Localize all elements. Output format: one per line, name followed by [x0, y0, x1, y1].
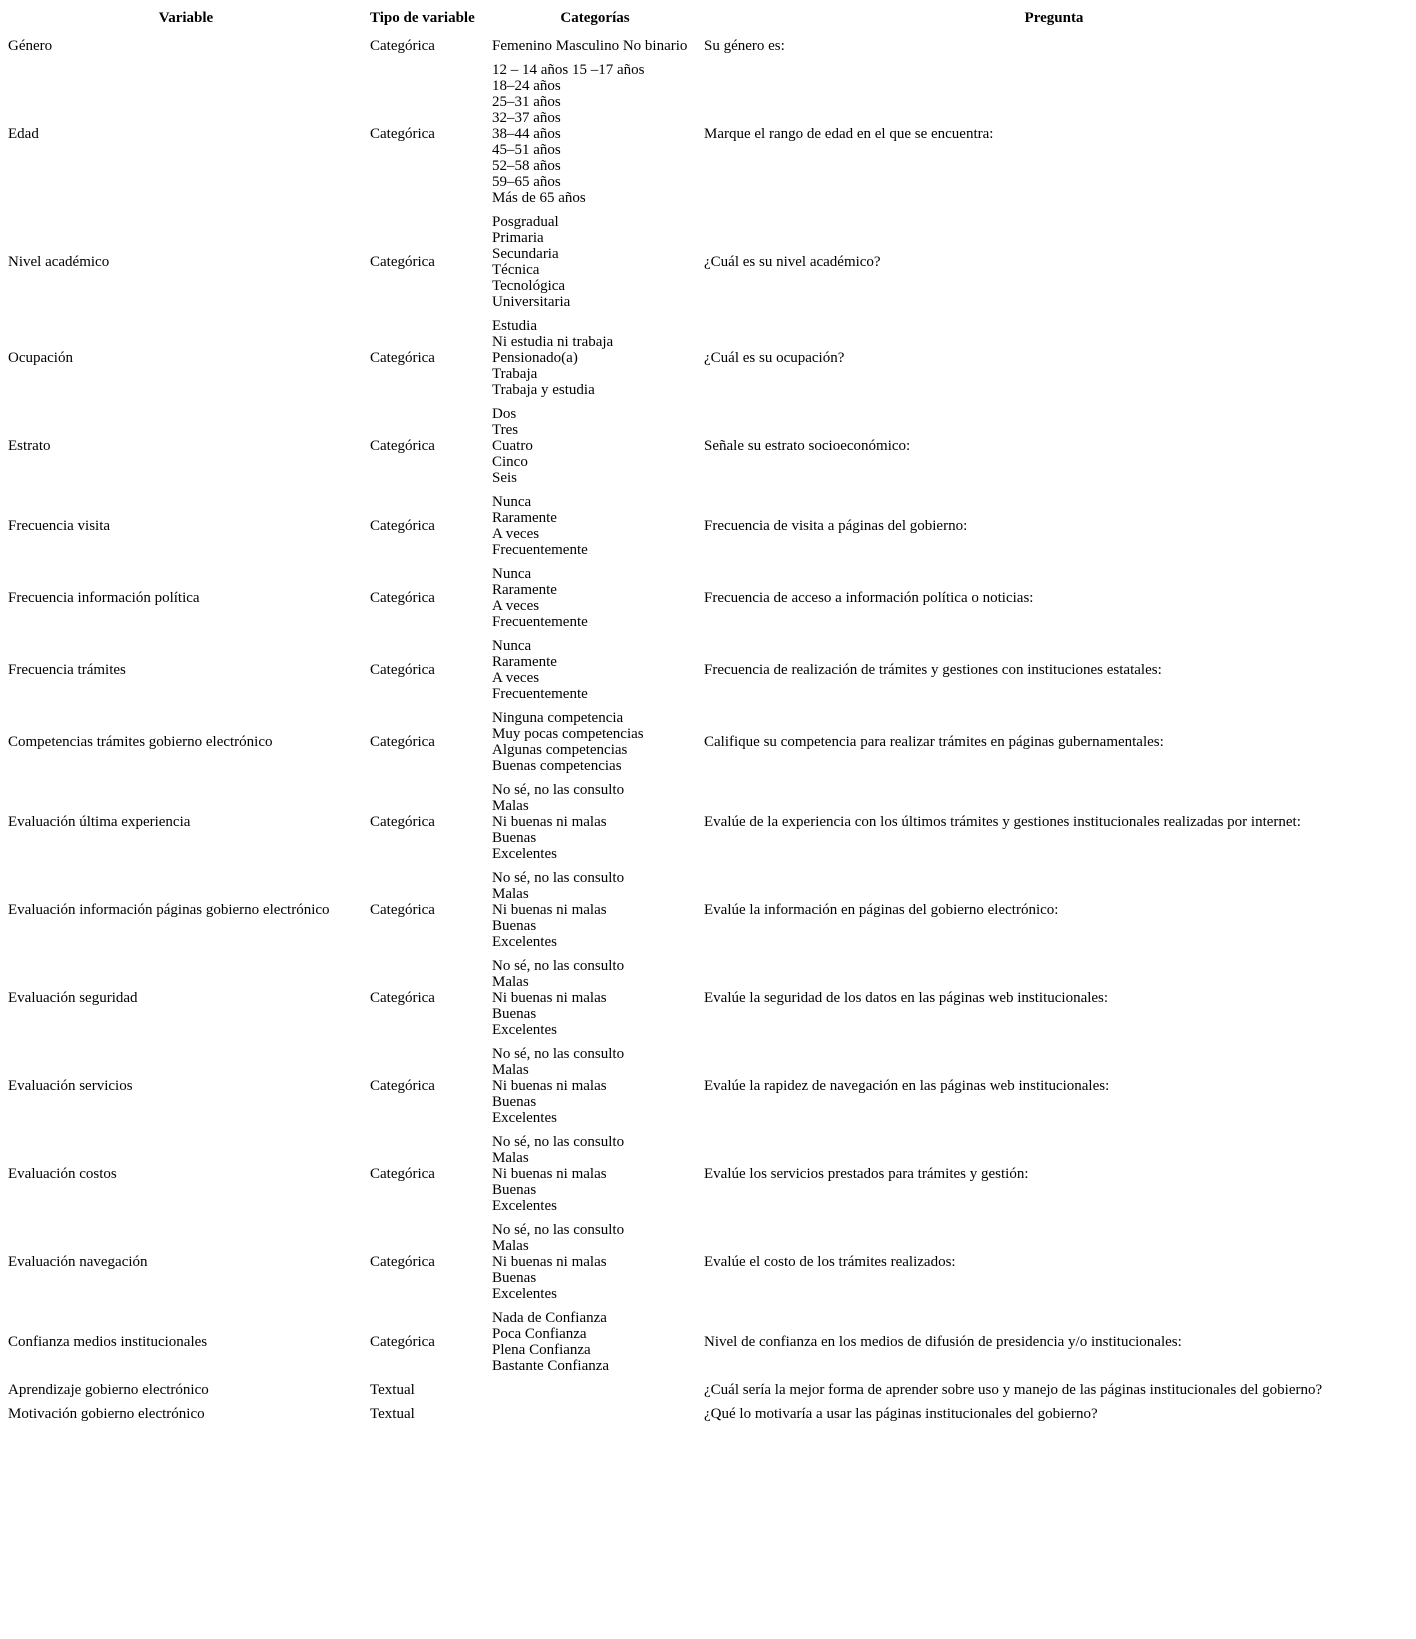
cell-tipo: Categórica [370, 1334, 435, 1350]
category-option: No sé, no las consulto [492, 782, 625, 798]
category-option: 59–65 años [492, 174, 561, 190]
cell-variable: Confianza medios institucionales [8, 1334, 208, 1350]
table-row [8, 866, 1410, 954]
category-option: Trabaja y estudia [492, 382, 595, 398]
category-option: Ni buenas ni malas [492, 990, 607, 1006]
cell-variable: Evaluación seguridad [8, 990, 138, 1006]
table-row [8, 706, 1410, 778]
table-row [8, 1402, 1410, 1426]
category-option: Buenas [492, 1006, 537, 1022]
category-option: Excelentes [492, 1022, 557, 1038]
category-option: No sé, no las consulto [492, 1222, 625, 1238]
cell-tipo: Categórica [370, 1166, 435, 1182]
cell-categorias [492, 58, 704, 210]
cell-categorias [492, 778, 704, 866]
category-option: Raramente [492, 654, 557, 670]
cell-variable: Frecuencia información política [8, 590, 200, 606]
category-option: Frecuentemente [492, 686, 588, 702]
category-option: Algunas competencias [492, 742, 628, 758]
category-option: Buenas [492, 1270, 537, 1286]
cell-variable: Evaluación información páginas gobierno electrónico [8, 902, 330, 918]
cell-variable: Frecuencia visita [8, 518, 111, 534]
table-row [8, 1218, 1410, 1306]
category-option: 32–37 años [492, 110, 561, 126]
category-option: Tecnológica [492, 278, 566, 294]
cell-categorias [492, 1130, 704, 1218]
category-option: Buenas [492, 1182, 537, 1198]
category-option: Estudia [492, 318, 537, 334]
category-option: Trabaja [492, 366, 538, 382]
cell-pregunta: ¿Cuál sería la mejor forma de aprender sobre uso y manejo de las páginas institucionales del gobierno? [704, 1382, 1323, 1398]
cell-categorias [492, 1306, 704, 1378]
category-option: Malas [492, 1238, 529, 1254]
cell-pregunta: Evalúe la rapidez de navegación en las páginas web institucionales: [704, 1078, 1110, 1094]
cell-pregunta: Frecuencia de realización de trámites y gestiones con instituciones estatales: [704, 662, 1162, 678]
table-row [8, 58, 1410, 210]
category-option: Frecuentemente [492, 614, 588, 630]
cell-categorias [492, 1218, 704, 1306]
cell-tipo: Textual [370, 1382, 415, 1398]
table-row [8, 634, 1410, 706]
category-option: Cinco [492, 454, 528, 470]
category-option: Excelentes [492, 1286, 557, 1302]
table-row [8, 402, 1410, 490]
category-option: Buenas competencias [492, 758, 622, 774]
category-option: Ni buenas ni malas [492, 1166, 607, 1182]
cell-pregunta: Su género es: [704, 38, 785, 54]
category-option: Pensionado(a) [492, 350, 578, 366]
category-option: Técnica [492, 262, 540, 278]
category-option: Excelentes [492, 934, 557, 950]
cell-pregunta: ¿Cuál es su nivel académico? [704, 254, 881, 270]
table-row [8, 1130, 1410, 1218]
cell-pregunta: Evalúe de la experiencia con los últimos trámites y gestiones institucionales realizadas por internet: [704, 814, 1301, 830]
category-option: Muy pocas competencias [492, 726, 644, 742]
cell-pregunta: ¿Cuál es su ocupación? [704, 350, 845, 366]
category-option: Plena Confianza [492, 1342, 591, 1358]
cell-tipo: Categórica [370, 590, 435, 606]
category-option: Femenino Masculino No binario [492, 38, 688, 54]
category-option: No sé, no las consulto [492, 958, 625, 974]
category-option: Raramente [492, 582, 557, 598]
category-option: Ninguna competencia [492, 710, 624, 726]
cell-pregunta: Nivel de confianza en los medios de difusión de presidencia y/o institucionales: [704, 1334, 1182, 1350]
category-option: Nunca [492, 566, 532, 582]
category-option: Universitaria [492, 294, 571, 310]
cell-tipo: Categórica [370, 902, 435, 918]
cell-categorias [492, 1042, 704, 1130]
cell-pregunta: Señale su estrato socioeconómico: [704, 438, 911, 454]
category-option: A veces [492, 598, 540, 614]
category-option: No sé, no las consulto [492, 1046, 625, 1062]
category-option: Raramente [492, 510, 557, 526]
cell-categorias [492, 954, 704, 1042]
cell-pregunta: Frecuencia de acceso a información política o noticias: [704, 590, 1034, 606]
category-option: Buenas [492, 830, 537, 846]
cell-categorias [492, 562, 704, 634]
cell-pregunta: Califique su competencia para realizar trámites en páginas gubernamentales: [704, 734, 1164, 750]
category-option: Ni buenas ni malas [492, 814, 607, 830]
cell-variable: Edad [8, 126, 39, 142]
cell-categorias [492, 314, 704, 402]
category-option: Secundaria [492, 246, 559, 262]
table-row [8, 314, 1410, 402]
cell-pregunta: Evalúe los servicios prestados para trámites y gestión: [704, 1166, 1029, 1182]
cell-tipo: Categórica [370, 518, 435, 534]
cell-tipo: Categórica [370, 438, 435, 454]
cell-variable: Género [8, 38, 53, 54]
cell-tipo: Textual [370, 1406, 415, 1422]
cell-tipo: Categórica [370, 126, 435, 142]
category-option: Más de 65 años [492, 190, 586, 206]
cell-categorias [492, 210, 704, 314]
table-row [8, 954, 1410, 1042]
table-body [8, 34, 1410, 1426]
cell-categorias [492, 402, 704, 490]
table-row [8, 1306, 1410, 1378]
category-option: 25–31 años [492, 94, 561, 110]
category-option: Malas [492, 974, 529, 990]
category-option: Bastante Confianza [492, 1358, 610, 1374]
table-row [8, 562, 1410, 634]
cell-tipo: Categórica [370, 734, 435, 750]
cell-pregunta: Frecuencia de visita a páginas del gobierno: [704, 518, 968, 534]
cell-tipo: Categórica [370, 1078, 435, 1094]
table-row [8, 210, 1410, 314]
category-option: Ni estudia ni trabaja [492, 334, 614, 350]
cell-tipo: Categórica [370, 38, 435, 54]
cell-variable: Evaluación navegación [8, 1254, 148, 1270]
cell-tipo: Categórica [370, 350, 435, 366]
category-option: 18–24 años [492, 78, 561, 94]
table-row [8, 1042, 1410, 1130]
category-option: Buenas [492, 1094, 537, 1110]
category-option: Excelentes [492, 1110, 557, 1126]
category-option: 12 – 14 años 15 –17 años [492, 62, 645, 78]
cell-variable: Motivación gobierno electrónico [8, 1406, 205, 1422]
cell-categorias [492, 706, 704, 778]
cell-categorias [492, 634, 704, 706]
category-option: Malas [492, 1062, 529, 1078]
cell-pregunta: Evalúe la información en páginas del gobierno electrónico: [704, 902, 1059, 918]
cell-tipo: Categórica [370, 254, 435, 270]
column-header-pregunta: Pregunta [1024, 10, 1084, 26]
cell-pregunta: Marque el rango de edad en el que se encuentra: [704, 126, 994, 142]
column-header-categorias: Categorías [560, 10, 630, 26]
table-row [8, 778, 1410, 866]
category-option: 38–44 años [492, 126, 561, 142]
category-option: Dos [492, 406, 517, 422]
category-option: Cuatro [492, 438, 533, 454]
category-option: Posgradual [492, 214, 559, 230]
cell-tipo: Categórica [370, 662, 435, 678]
category-option: Malas [492, 886, 529, 902]
cell-categorias [492, 1402, 704, 1426]
cell-variable: Frecuencia trámites [8, 662, 126, 678]
cell-pregunta: Evalúe la seguridad de los datos en las páginas web institucionales: [704, 990, 1109, 1006]
cell-categorias [492, 34, 704, 58]
cell-variable: Evaluación costos [8, 1166, 117, 1182]
cell-variable: Evaluación servicios [8, 1078, 133, 1094]
cell-tipo: Categórica [370, 1254, 435, 1270]
cell-variable: Estrato [8, 438, 51, 454]
category-option: Tres [492, 422, 519, 438]
column-header-variable: Variable [158, 10, 214, 26]
cell-tipo: Categórica [370, 814, 435, 830]
cell-pregunta: ¿Qué lo motivaría a usar las páginas institucionales del gobierno? [704, 1406, 1098, 1422]
category-option: Excelentes [492, 846, 557, 862]
variables-table [8, 8, 1410, 1426]
category-option: Malas [492, 798, 529, 814]
category-option: Malas [492, 1150, 529, 1166]
category-option: No sé, no las consulto [492, 870, 625, 886]
table-row [8, 34, 1410, 58]
cell-categorias [492, 1378, 704, 1402]
category-option: Nunca [492, 494, 532, 510]
category-option: Ni buenas ni malas [492, 1254, 607, 1270]
category-option: A veces [492, 526, 540, 542]
category-option: Seis [492, 470, 518, 486]
category-option: Poca Confianza [492, 1326, 587, 1342]
table-header-row [8, 8, 1410, 34]
cell-tipo: Categórica [370, 990, 435, 1006]
cell-variable: Ocupación [8, 350, 73, 366]
cell-variable: Nivel académico [8, 254, 110, 270]
cell-pregunta: Evalúe el costo de los trámites realizados: [704, 1254, 956, 1270]
cell-variable: Evaluación última experiencia [8, 814, 191, 830]
category-option: Primaria [492, 230, 544, 246]
category-option: A veces [492, 670, 540, 686]
category-option: No sé, no las consulto [492, 1134, 625, 1150]
cell-variable: Competencias trámites gobierno electrónico [8, 734, 273, 750]
column-header-tipo-de-variable: Tipo de variable [370, 10, 475, 26]
category-option: Buenas [492, 918, 537, 934]
cell-categorias [492, 866, 704, 954]
table-row [8, 1378, 1410, 1402]
category-option: 52–58 años [492, 158, 561, 174]
table-row [8, 490, 1410, 562]
cell-variable: Aprendizaje gobierno electrónico [8, 1382, 209, 1398]
category-option: Nunca [492, 638, 532, 654]
category-option: 45–51 años [492, 142, 561, 158]
category-option: Ni buenas ni malas [492, 902, 607, 918]
cell-categorias [492, 490, 704, 562]
category-option: Nada de Confianza [492, 1310, 607, 1326]
category-option: Ni buenas ni malas [492, 1078, 607, 1094]
category-option: Excelentes [492, 1198, 557, 1214]
category-option: Frecuentemente [492, 542, 588, 558]
